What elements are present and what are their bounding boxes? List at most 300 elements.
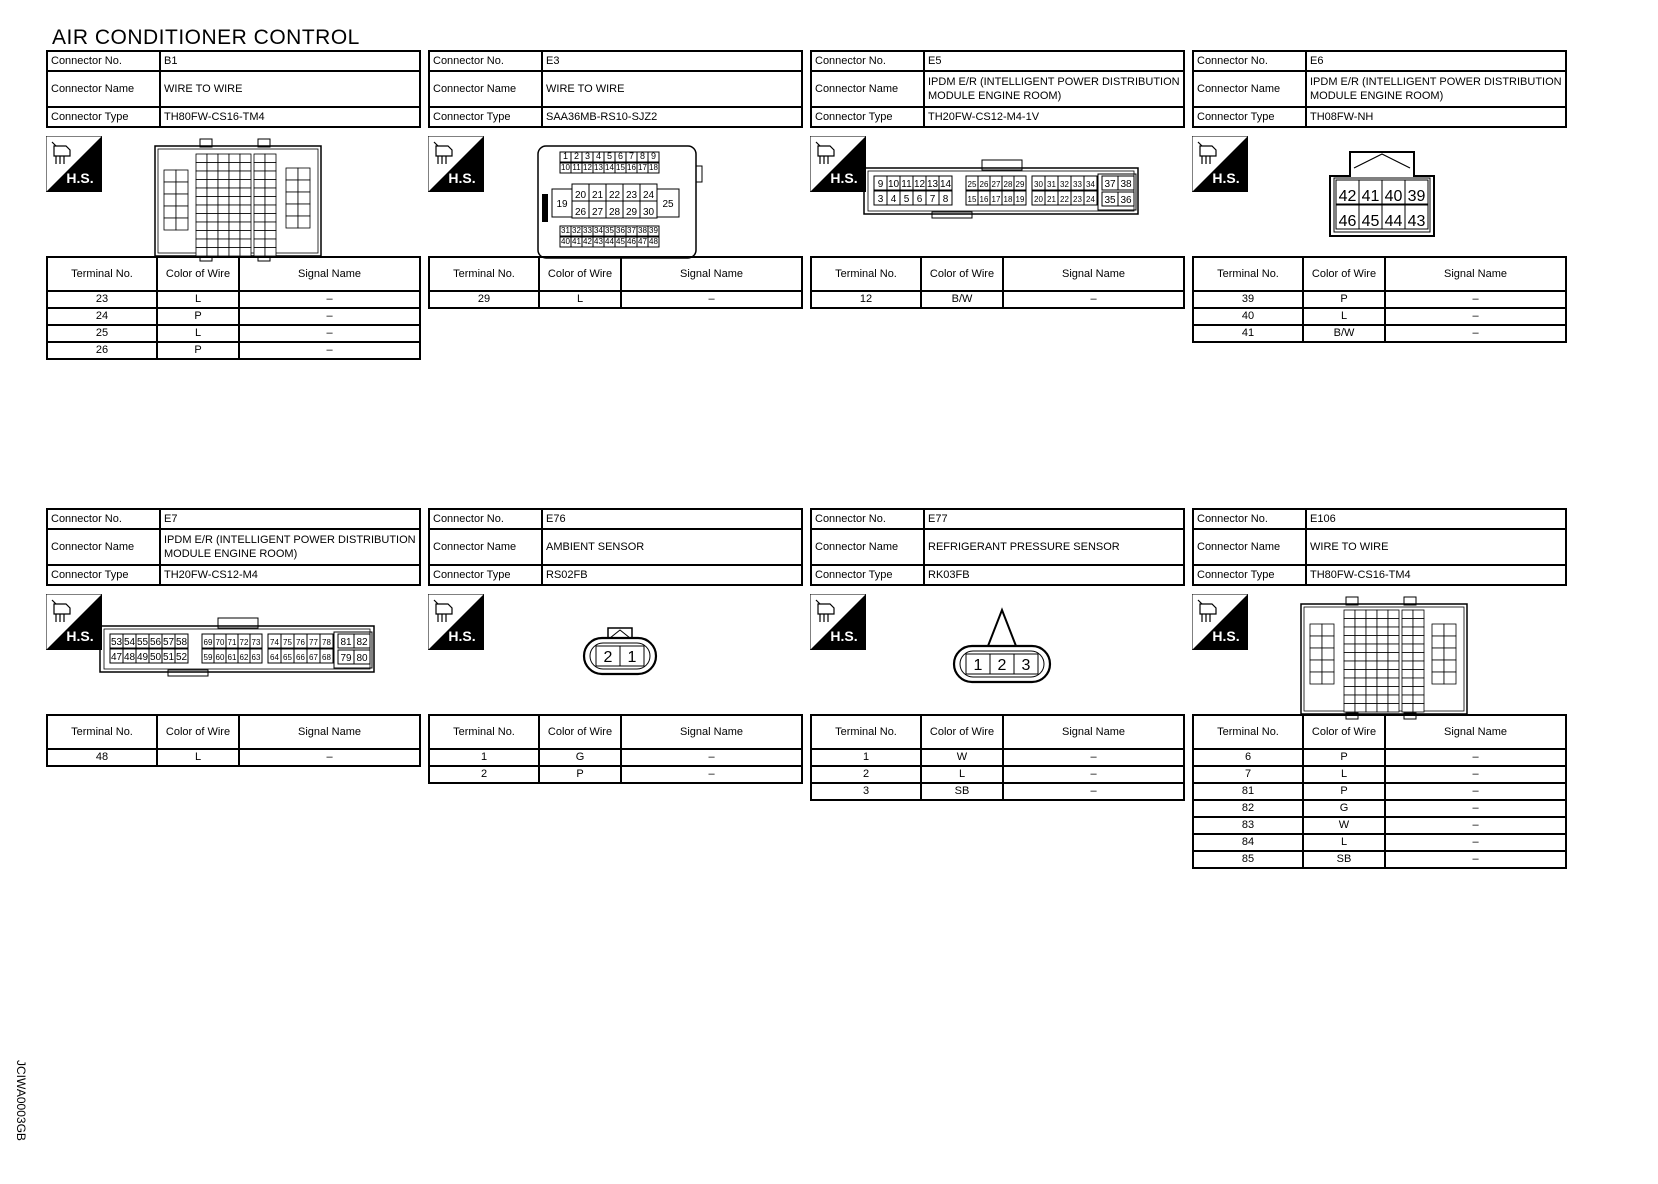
terminal-no: 41 bbox=[1193, 325, 1303, 342]
signal-name: – bbox=[1385, 800, 1566, 817]
terminal-no: 84 bbox=[1193, 834, 1303, 851]
harness-side-icon bbox=[810, 136, 866, 192]
svg-text:68: 68 bbox=[322, 653, 331, 662]
table-row bbox=[47, 308, 420, 325]
hs-label: H.S. bbox=[1212, 628, 1240, 644]
svg-text:38: 38 bbox=[1120, 179, 1132, 190]
signal-name: – bbox=[621, 766, 802, 783]
connector-name-label: Connector Name bbox=[811, 529, 924, 565]
svg-text:11: 11 bbox=[572, 163, 581, 172]
svg-text:39: 39 bbox=[649, 226, 658, 235]
table-row bbox=[429, 291, 802, 308]
signal-name: – bbox=[1385, 291, 1566, 308]
connector-block-e6 bbox=[1192, 50, 1567, 339]
svg-text:32: 32 bbox=[1060, 180, 1069, 189]
svg-text:8: 8 bbox=[942, 194, 949, 205]
svg-text:44: 44 bbox=[605, 237, 614, 246]
terminal-no: 1 bbox=[811, 749, 921, 766]
connector-name-value: WIRE TO WIRE bbox=[160, 71, 420, 107]
wire-color: SB bbox=[1303, 851, 1385, 868]
signal-name: – bbox=[1385, 817, 1566, 834]
connector-no-label: Connector No. bbox=[811, 509, 924, 529]
connector-face-e6 bbox=[1328, 148, 1440, 238]
table-row bbox=[1193, 834, 1566, 851]
svg-text:70: 70 bbox=[215, 638, 225, 647]
svg-text:4: 4 bbox=[595, 151, 602, 161]
table-row bbox=[1193, 291, 1566, 308]
table-row bbox=[811, 766, 1184, 783]
svg-text:25: 25 bbox=[662, 199, 674, 210]
svg-text:63: 63 bbox=[251, 653, 261, 662]
svg-text:36: 36 bbox=[1120, 195, 1132, 206]
svg-text:20: 20 bbox=[574, 190, 587, 201]
svg-text:40: 40 bbox=[1384, 188, 1403, 205]
terminal-no: 23 bbox=[47, 291, 157, 308]
color-of-wire-header: Color of Wire bbox=[157, 715, 239, 749]
signal-name: – bbox=[239, 342, 420, 359]
svg-text:54: 54 bbox=[123, 637, 136, 648]
svg-text:76: 76 bbox=[296, 638, 305, 647]
svg-text:48: 48 bbox=[649, 237, 658, 246]
connector-name-label: Connector Name bbox=[1193, 71, 1306, 107]
figure-code: JCIWA0003GB bbox=[14, 1060, 28, 1141]
signal-name: – bbox=[1385, 749, 1566, 766]
terminal-no: 82 bbox=[1193, 800, 1303, 817]
connector-diagram bbox=[46, 586, 421, 722]
svg-text:24: 24 bbox=[642, 190, 655, 201]
signal-table bbox=[46, 256, 421, 360]
table-row bbox=[429, 749, 802, 766]
signal-table bbox=[46, 714, 421, 767]
connector-name-value: REFRIGERANT PRESSURE SENSOR bbox=[924, 529, 1184, 565]
svg-text:9: 9 bbox=[650, 151, 657, 161]
signal-table bbox=[810, 714, 1185, 801]
connector-no-value: E3 bbox=[542, 51, 802, 71]
svg-text:81: 81 bbox=[340, 637, 352, 648]
wire-color: G bbox=[539, 749, 621, 766]
connector-face-e76 bbox=[580, 626, 660, 678]
svg-text:55: 55 bbox=[136, 637, 149, 648]
svg-text:39: 39 bbox=[1407, 188, 1426, 205]
svg-text:13: 13 bbox=[926, 179, 939, 190]
connector-type-value: TH20FW-CS12-M4 bbox=[160, 565, 420, 585]
table-row bbox=[811, 783, 1184, 800]
connector-type-label: Connector Type bbox=[811, 565, 924, 585]
svg-text:5: 5 bbox=[903, 194, 910, 205]
wire-color: L bbox=[1303, 834, 1385, 851]
svg-text:41: 41 bbox=[1361, 188, 1380, 205]
hs-label: H.S. bbox=[1212, 170, 1240, 186]
table-row bbox=[1193, 800, 1566, 817]
connector-header bbox=[46, 508, 421, 586]
svg-text:42: 42 bbox=[583, 237, 592, 246]
hs-label: H.S. bbox=[830, 628, 858, 644]
wire-color: P bbox=[1303, 749, 1385, 766]
harness-side-icon bbox=[428, 136, 484, 192]
connector-face-80pin bbox=[154, 138, 324, 262]
svg-text:23: 23 bbox=[1073, 195, 1082, 204]
table-row bbox=[47, 325, 420, 342]
signal-table bbox=[810, 256, 1185, 309]
svg-text:49: 49 bbox=[136, 652, 149, 663]
color-of-wire-header: Color of Wire bbox=[539, 257, 621, 291]
terminal-no: 2 bbox=[811, 766, 921, 783]
svg-text:58: 58 bbox=[175, 637, 188, 648]
signal-name: – bbox=[1003, 766, 1184, 783]
svg-text:22: 22 bbox=[608, 190, 621, 201]
svg-text:41: 41 bbox=[572, 237, 581, 246]
signal-name: – bbox=[1385, 308, 1566, 325]
svg-text:60: 60 bbox=[215, 653, 225, 662]
signal-name: – bbox=[1003, 749, 1184, 766]
wire-color: L bbox=[157, 291, 239, 308]
wire-color: L bbox=[1303, 766, 1385, 783]
color-of-wire-header: Color of Wire bbox=[1303, 715, 1385, 749]
wire-color: L bbox=[1303, 308, 1385, 325]
signal-name: – bbox=[621, 749, 802, 766]
terminal-no: 29 bbox=[429, 291, 539, 308]
svg-text:48: 48 bbox=[123, 652, 136, 663]
connector-face-e5 bbox=[862, 158, 1142, 220]
svg-text:8: 8 bbox=[639, 151, 646, 161]
svg-text:50: 50 bbox=[149, 652, 162, 663]
wire-color: G bbox=[1303, 800, 1385, 817]
color-of-wire-header: Color of Wire bbox=[921, 715, 1003, 749]
svg-text:3: 3 bbox=[584, 151, 591, 161]
svg-text:33: 33 bbox=[1073, 180, 1082, 189]
signal-table bbox=[1192, 714, 1567, 869]
connector-block-e5 bbox=[810, 50, 1185, 305]
connector-no-value: B1 bbox=[160, 51, 420, 71]
svg-text:19: 19 bbox=[556, 199, 568, 210]
svg-text:30: 30 bbox=[1034, 180, 1043, 189]
svg-text:26: 26 bbox=[979, 180, 989, 189]
signal-name-header: Signal Name bbox=[1385, 715, 1566, 749]
wire-color: W bbox=[1303, 817, 1385, 834]
svg-text:46: 46 bbox=[627, 237, 636, 246]
terminal-no: 40 bbox=[1193, 308, 1303, 325]
harness-side-icon bbox=[46, 594, 102, 650]
terminal-no: 25 bbox=[47, 325, 157, 342]
svg-text:61: 61 bbox=[227, 653, 237, 662]
connector-name-label: Connector Name bbox=[47, 71, 160, 107]
connector-type-value: TH80FW-CS16-TM4 bbox=[1306, 565, 1566, 585]
connector-type-label: Connector Type bbox=[1193, 107, 1306, 127]
signal-table bbox=[428, 714, 803, 784]
hs-label: H.S. bbox=[66, 628, 94, 644]
svg-text:21: 21 bbox=[591, 190, 604, 201]
harness-side-icon bbox=[1192, 136, 1248, 192]
connector-type-value: TH80FW-CS16-TM4 bbox=[160, 107, 420, 127]
svg-text:12: 12 bbox=[913, 179, 926, 190]
connector-name-label: Connector Name bbox=[429, 529, 542, 565]
svg-text:80: 80 bbox=[356, 653, 368, 664]
signal-name: – bbox=[1003, 783, 1184, 800]
connector-name-value: WIRE TO WIRE bbox=[542, 71, 802, 107]
signal-name-header: Signal Name bbox=[1385, 257, 1566, 291]
connector-type-value: SAA36MB-RS10-SJZ2 bbox=[542, 107, 802, 127]
svg-text:12: 12 bbox=[583, 163, 592, 172]
svg-text:72: 72 bbox=[239, 638, 249, 647]
svg-text:13: 13 bbox=[594, 163, 603, 172]
connector-type-label: Connector Type bbox=[811, 107, 924, 127]
svg-text:42: 42 bbox=[1338, 188, 1357, 205]
svg-text:59: 59 bbox=[203, 653, 213, 662]
connector-header bbox=[1192, 508, 1567, 586]
wire-color: SB bbox=[921, 783, 1003, 800]
connector-block-e106 bbox=[1192, 508, 1567, 865]
connector-header bbox=[1192, 50, 1567, 128]
connector-block-e3 bbox=[428, 50, 803, 305]
svg-text:29: 29 bbox=[1015, 180, 1025, 189]
signal-name: – bbox=[621, 291, 802, 308]
signal-name: – bbox=[1385, 851, 1566, 868]
terminal-no: 85 bbox=[1193, 851, 1303, 868]
connector-face-e7 bbox=[98, 616, 378, 678]
svg-text:77: 77 bbox=[309, 638, 318, 647]
wire-color: P bbox=[1303, 291, 1385, 308]
svg-text:40: 40 bbox=[561, 237, 570, 246]
table-row bbox=[47, 342, 420, 359]
page-title: AIR CONDITIONER CONTROL bbox=[52, 26, 360, 49]
table-row bbox=[47, 749, 420, 766]
connector-diagram bbox=[1192, 586, 1567, 722]
connector-diagram bbox=[1192, 128, 1567, 264]
svg-text:1: 1 bbox=[562, 151, 569, 161]
connector-face-e3 bbox=[536, 144, 706, 262]
svg-text:67: 67 bbox=[309, 653, 318, 662]
table-row bbox=[1193, 817, 1566, 834]
wire-color: B/W bbox=[1303, 325, 1385, 342]
svg-text:74: 74 bbox=[270, 638, 279, 647]
svg-text:15: 15 bbox=[616, 163, 625, 172]
svg-text:28: 28 bbox=[1003, 180, 1013, 189]
connector-no-value: E5 bbox=[924, 51, 1184, 71]
svg-text:43: 43 bbox=[594, 237, 603, 246]
wire-color: P bbox=[539, 766, 621, 783]
signal-name-header: Signal Name bbox=[239, 715, 420, 749]
connector-type-value: RK03FB bbox=[924, 565, 1184, 585]
signal-name-header: Signal Name bbox=[1003, 257, 1184, 291]
signal-table bbox=[1192, 256, 1567, 343]
signal-name: – bbox=[1385, 766, 1566, 783]
svg-text:14: 14 bbox=[939, 179, 952, 190]
svg-text:16: 16 bbox=[627, 163, 636, 172]
svg-text:82: 82 bbox=[356, 637, 368, 648]
connector-header bbox=[428, 50, 803, 128]
signal-name: – bbox=[1003, 291, 1184, 308]
svg-text:38: 38 bbox=[638, 226, 647, 235]
wire-color: P bbox=[157, 342, 239, 359]
wire-color: L bbox=[157, 325, 239, 342]
terminal-no: 24 bbox=[47, 308, 157, 325]
svg-text:71: 71 bbox=[227, 638, 237, 647]
svg-text:14: 14 bbox=[605, 163, 614, 172]
signal-name: – bbox=[239, 749, 420, 766]
svg-text:3: 3 bbox=[877, 194, 884, 205]
svg-text:10: 10 bbox=[561, 163, 570, 172]
svg-text:78: 78 bbox=[322, 638, 331, 647]
connector-face-e77 bbox=[950, 606, 1054, 686]
connector-no-label: Connector No. bbox=[47, 509, 160, 529]
table-row bbox=[1193, 851, 1566, 868]
connector-no-value: E106 bbox=[1306, 509, 1566, 529]
color-of-wire-header: Color of Wire bbox=[157, 257, 239, 291]
hs-label: H.S. bbox=[830, 170, 858, 186]
svg-text:27: 27 bbox=[591, 207, 604, 218]
connector-type-value: TH20FW-CS12-M4-1V bbox=[924, 107, 1184, 127]
svg-text:22: 22 bbox=[1060, 195, 1069, 204]
table-row bbox=[1193, 783, 1566, 800]
wire-color: L bbox=[157, 749, 239, 766]
connector-block-e7 bbox=[46, 508, 421, 763]
connector-no-label: Connector No. bbox=[1193, 509, 1306, 529]
terminal-no: 3 bbox=[811, 783, 921, 800]
connector-name-value: IPDM E/R (INTELLIGENT POWER DISTRIBUTION MODULE ENGINE ROOM) bbox=[160, 529, 420, 565]
signal-name-header: Signal Name bbox=[239, 257, 420, 291]
connector-no-value: E6 bbox=[1306, 51, 1566, 71]
svg-text:18: 18 bbox=[649, 163, 658, 172]
svg-text:2: 2 bbox=[603, 649, 613, 666]
connector-header bbox=[810, 50, 1185, 128]
signal-name: – bbox=[239, 325, 420, 342]
svg-text:24: 24 bbox=[1086, 195, 1095, 204]
connector-type-label: Connector Type bbox=[429, 107, 542, 127]
svg-text:47: 47 bbox=[638, 237, 647, 246]
table-row bbox=[1193, 325, 1566, 342]
svg-text:4: 4 bbox=[890, 194, 897, 205]
svg-text:19: 19 bbox=[1015, 195, 1025, 204]
svg-text:75: 75 bbox=[283, 638, 292, 647]
connector-face-80pin bbox=[1300, 596, 1470, 720]
wire-color: W bbox=[921, 749, 1003, 766]
terminal-no-header: Terminal No. bbox=[47, 257, 157, 291]
connector-no-label: Connector No. bbox=[1193, 51, 1306, 71]
connector-name-label: Connector Name bbox=[47, 529, 160, 565]
svg-text:65: 65 bbox=[283, 653, 292, 662]
connector-no-label: Connector No. bbox=[429, 509, 542, 529]
svg-text:36: 36 bbox=[616, 226, 625, 235]
wire-color: L bbox=[921, 766, 1003, 783]
terminal-no-header: Terminal No. bbox=[1193, 257, 1303, 291]
svg-text:1: 1 bbox=[627, 649, 637, 666]
svg-text:79: 79 bbox=[340, 653, 352, 664]
svg-text:46: 46 bbox=[1338, 213, 1357, 230]
svg-text:17: 17 bbox=[638, 163, 647, 172]
svg-text:37: 37 bbox=[1104, 179, 1116, 190]
svg-text:62: 62 bbox=[239, 653, 249, 662]
signal-name: – bbox=[239, 308, 420, 325]
svg-text:16: 16 bbox=[979, 195, 989, 204]
svg-text:7: 7 bbox=[628, 151, 635, 161]
svg-text:44: 44 bbox=[1384, 213, 1403, 230]
connector-no-label: Connector No. bbox=[47, 51, 160, 71]
wire-color: P bbox=[157, 308, 239, 325]
svg-text:31: 31 bbox=[1047, 180, 1056, 189]
svg-text:53: 53 bbox=[110, 637, 123, 648]
svg-text:1: 1 bbox=[973, 657, 983, 674]
connector-no-value: E7 bbox=[160, 509, 420, 529]
connector-block-b1 bbox=[46, 50, 421, 356]
terminal-no: 48 bbox=[47, 749, 157, 766]
svg-text:52: 52 bbox=[175, 652, 188, 663]
terminal-no: 2 bbox=[429, 766, 539, 783]
table-row bbox=[429, 766, 802, 783]
svg-text:45: 45 bbox=[1361, 213, 1380, 230]
table-row bbox=[811, 749, 1184, 766]
harness-side-icon bbox=[1192, 594, 1248, 650]
connector-type-label: Connector Type bbox=[47, 565, 160, 585]
svg-text:37: 37 bbox=[627, 226, 636, 235]
svg-text:43: 43 bbox=[1407, 213, 1426, 230]
svg-text:10: 10 bbox=[887, 179, 900, 190]
signal-name: – bbox=[239, 291, 420, 308]
svg-text:69: 69 bbox=[203, 638, 213, 647]
connector-name-label: Connector Name bbox=[811, 71, 924, 107]
svg-text:47: 47 bbox=[110, 652, 123, 663]
connector-type-label: Connector Type bbox=[429, 565, 542, 585]
harness-side-icon bbox=[428, 594, 484, 650]
svg-text:2: 2 bbox=[997, 657, 1007, 674]
wire-color: P bbox=[1303, 783, 1385, 800]
svg-text:64: 64 bbox=[270, 653, 279, 662]
table-row bbox=[1193, 766, 1566, 783]
svg-text:51: 51 bbox=[162, 652, 175, 663]
svg-text:57: 57 bbox=[162, 637, 175, 648]
connector-name-value: IPDM E/R (INTELLIGENT POWER DISTRIBUTION MODULE ENGINE ROOM) bbox=[1306, 71, 1566, 107]
svg-text:20: 20 bbox=[1034, 195, 1043, 204]
svg-text:73: 73 bbox=[251, 638, 261, 647]
color-of-wire-header: Color of Wire bbox=[539, 715, 621, 749]
wire-color: L bbox=[539, 291, 621, 308]
connector-header bbox=[46, 50, 421, 128]
svg-text:45: 45 bbox=[616, 237, 625, 246]
terminal-no: 81 bbox=[1193, 783, 1303, 800]
terminal-no: 12 bbox=[811, 291, 921, 308]
color-of-wire-header: Color of Wire bbox=[1303, 257, 1385, 291]
connector-no-label: Connector No. bbox=[811, 51, 924, 71]
svg-text:18: 18 bbox=[1003, 195, 1013, 204]
terminal-no-header: Terminal No. bbox=[429, 715, 539, 749]
connector-diagram bbox=[428, 586, 803, 722]
connector-no-label: Connector No. bbox=[429, 51, 542, 71]
svg-text:15: 15 bbox=[967, 195, 977, 204]
terminal-no: 83 bbox=[1193, 817, 1303, 834]
svg-text:26: 26 bbox=[574, 207, 587, 218]
connector-name-label: Connector Name bbox=[429, 71, 542, 107]
svg-text:3: 3 bbox=[1021, 657, 1031, 674]
terminal-no-header: Terminal No. bbox=[1193, 715, 1303, 749]
terminal-no: 6 bbox=[1193, 749, 1303, 766]
harness-side-icon bbox=[46, 136, 102, 192]
connector-block-e76 bbox=[428, 508, 803, 780]
svg-text:6: 6 bbox=[916, 194, 923, 205]
connector-type-value: TH08FW-NH bbox=[1306, 107, 1566, 127]
svg-text:31: 31 bbox=[561, 226, 570, 235]
svg-text:27: 27 bbox=[991, 180, 1001, 189]
hs-label: H.S. bbox=[448, 170, 476, 186]
terminal-no: 1 bbox=[429, 749, 539, 766]
terminal-no-header: Terminal No. bbox=[47, 715, 157, 749]
signal-name: – bbox=[1385, 325, 1566, 342]
hs-label: H.S. bbox=[448, 628, 476, 644]
connector-diagram bbox=[428, 128, 803, 264]
svg-text:66: 66 bbox=[296, 653, 305, 662]
connector-header bbox=[428, 508, 803, 586]
connector-name-label: Connector Name bbox=[1193, 529, 1306, 565]
svg-text:30: 30 bbox=[642, 207, 655, 218]
color-of-wire-header: Color of Wire bbox=[921, 257, 1003, 291]
